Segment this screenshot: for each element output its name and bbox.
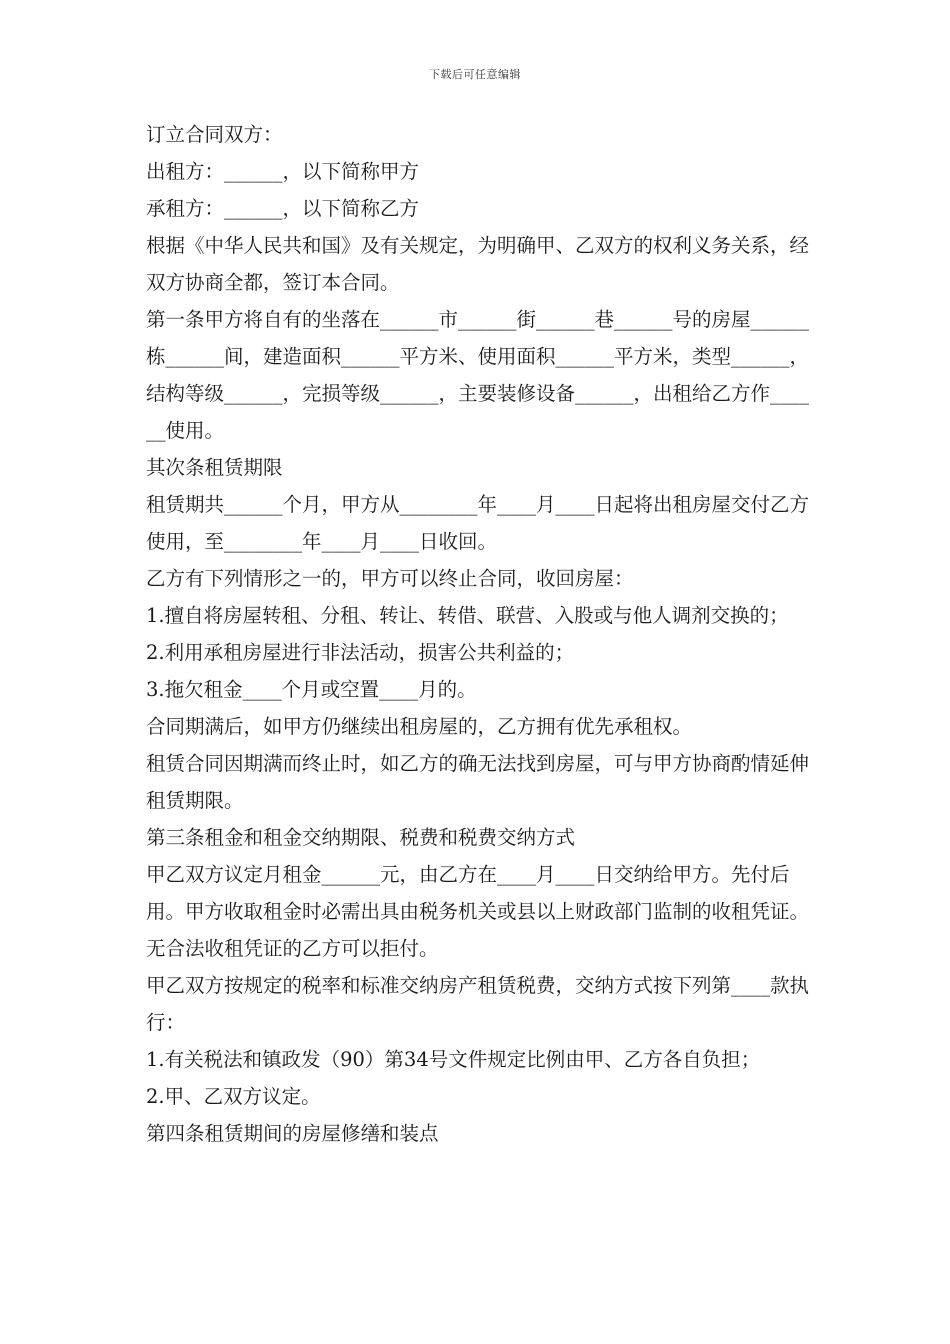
paragraph-rent-payment: 甲乙双方议定月租金______元，由乙方在____月____日交纳给甲方。先付后用。甲方收取租金时必需出具由税务机关或县以上财政部门监制的收租凭证。无合法收租凭证的乙方可以拒付。: [146, 863, 810, 960]
paragraph-condition-1: 1.擅自将房屋转租、分租、转让、转借、联营、入股或与他人调剂交换的；: [146, 604, 789, 627]
paragraph-condition-2: 2.利用承租房屋进行非法活动，损害公共利益的；: [146, 641, 575, 664]
paragraph-lessee: 承租方：______，以下简称乙方: [146, 197, 420, 220]
paragraph-priority-right: 合同期满后，如甲方仍继续出租房屋的，乙方拥有优先承租权。: [146, 715, 693, 738]
paragraph-tax-option-1: 1.有关税法和镇政发（90）第34号文件规定比例由甲、乙方各自负担；: [146, 1048, 761, 1071]
paragraph-extension: 租赁合同因期满而终止时，如乙方的确无法找到房屋，可与甲方协商酌情延伸租赁期限。: [146, 752, 810, 812]
contract-body: [146, 116, 811, 1152]
paragraph-article-2-heading: 其次条租赁期限: [146, 456, 283, 479]
paragraph-lease-term: 租赁期共______个月，甲方从________年____月____日起将出租房屋交付乙方使用，至________年____月____日收回。: [146, 493, 810, 553]
paragraph-tax-option-2: 2.甲、乙双方议定。: [146, 1085, 321, 1108]
paragraph-tax-payment: 甲乙双方按规定的税率和标准交纳房产租赁税费，交纳方式按下列第____款执行：: [146, 974, 810, 1034]
paragraph-article-3-heading: 第三条租金和租金交纳期限、税费和税费交纳方式: [146, 826, 576, 849]
paragraph-lessor: 出租方：______，以下简称甲方: [146, 160, 420, 183]
paragraph-article-4-heading: 第四条租赁期间的房屋修缮和装点: [146, 1122, 439, 1145]
header-note: 下载后可任意编辑: [429, 68, 521, 81]
paragraph-preamble: 根据《中华人民共和国》及有关规定，为明确甲、乙双方的权利义务关系，经双方协商全都，签订本合同。: [146, 234, 810, 294]
paragraph-condition-3: 3.拖欠租金____个月或空置____月的。: [146, 678, 477, 701]
paragraph-parties-heading: 订立合同双方：: [146, 123, 283, 146]
paragraph-termination-conditions: 乙方有下列情形之一的，甲方可以终止合同，收回房屋：: [146, 567, 634, 590]
paragraph-article-1: 第一条甲方将自有的坐落在______市______街______巷______号的房屋______栋______间，建造面积______平方米、使用面积______平方米，类型______，结构等级______，完损等级______，主要装修设备______，出租给乙方作______使用。: [146, 308, 810, 442]
